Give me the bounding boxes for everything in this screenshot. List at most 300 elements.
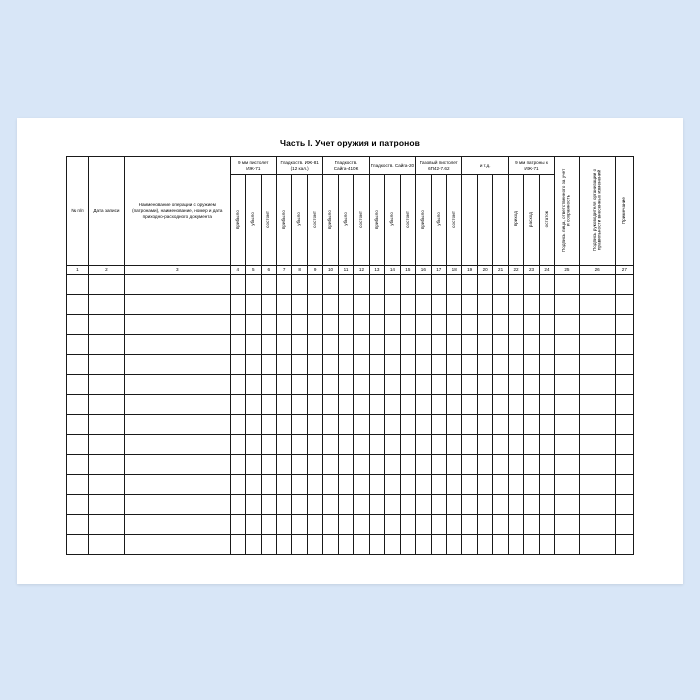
table-cell[interactable] bbox=[615, 535, 633, 555]
table-cell[interactable] bbox=[307, 455, 322, 475]
table-cell[interactable] bbox=[555, 455, 579, 475]
table-cell[interactable] bbox=[246, 315, 261, 335]
table-cell[interactable] bbox=[276, 275, 291, 295]
table-cell[interactable] bbox=[400, 535, 416, 555]
table-cell[interactable] bbox=[615, 475, 633, 495]
table-cell[interactable] bbox=[539, 275, 554, 295]
table-cell[interactable] bbox=[369, 535, 384, 555]
table-cell[interactable] bbox=[230, 475, 245, 495]
table-cell[interactable] bbox=[354, 395, 369, 415]
table-cell[interactable] bbox=[524, 415, 539, 435]
table-cell[interactable] bbox=[493, 515, 508, 535]
table-cell[interactable] bbox=[400, 415, 416, 435]
table-cell[interactable] bbox=[307, 295, 322, 315]
table-cell[interactable] bbox=[477, 515, 492, 535]
table-cell[interactable] bbox=[88, 515, 124, 535]
table-cell[interactable] bbox=[477, 475, 492, 495]
table-cell[interactable] bbox=[493, 455, 508, 475]
table-cell[interactable] bbox=[88, 495, 124, 515]
table-cell[interactable] bbox=[323, 295, 338, 315]
table-cell[interactable] bbox=[261, 375, 276, 395]
table-cell[interactable] bbox=[292, 375, 307, 395]
table-cell[interactable] bbox=[524, 435, 539, 455]
table-cell[interactable] bbox=[354, 375, 369, 395]
table-cell[interactable] bbox=[246, 495, 261, 515]
table-cell[interactable] bbox=[431, 275, 446, 295]
table-cell[interactable] bbox=[338, 495, 353, 515]
table-cell[interactable] bbox=[292, 315, 307, 335]
table-row[interactable] bbox=[67, 455, 634, 475]
table-cell[interactable] bbox=[462, 395, 477, 415]
table-cell[interactable] bbox=[447, 395, 462, 415]
table-row[interactable] bbox=[67, 435, 634, 455]
table-cell[interactable] bbox=[579, 335, 615, 355]
table-cell[interactable] bbox=[276, 295, 291, 315]
table-cell[interactable] bbox=[416, 475, 431, 495]
table-cell[interactable] bbox=[369, 515, 384, 535]
table-cell[interactable] bbox=[246, 275, 261, 295]
table-cell[interactable] bbox=[261, 515, 276, 535]
table-cell[interactable] bbox=[400, 475, 416, 495]
table-cell[interactable] bbox=[400, 375, 416, 395]
table-cell[interactable] bbox=[615, 335, 633, 355]
table-cell[interactable] bbox=[508, 535, 523, 555]
table-cell[interactable] bbox=[462, 455, 477, 475]
table-cell[interactable] bbox=[431, 435, 446, 455]
table-cell[interactable] bbox=[230, 355, 245, 375]
table-cell[interactable] bbox=[124, 335, 230, 355]
table-cell[interactable] bbox=[323, 435, 338, 455]
table-cell[interactable] bbox=[447, 275, 462, 295]
table-cell[interactable] bbox=[508, 335, 523, 355]
table-cell[interactable] bbox=[246, 515, 261, 535]
table-cell[interactable] bbox=[493, 495, 508, 515]
table-row[interactable] bbox=[67, 295, 634, 315]
table-cell[interactable] bbox=[276, 435, 291, 455]
table-cell[interactable] bbox=[555, 435, 579, 455]
table-cell[interactable] bbox=[508, 495, 523, 515]
table-cell[interactable] bbox=[67, 355, 89, 375]
table-cell[interactable] bbox=[385, 335, 400, 355]
table-cell[interactable] bbox=[400, 295, 416, 315]
table-cell[interactable] bbox=[579, 435, 615, 455]
table-cell[interactable] bbox=[385, 435, 400, 455]
table-cell[interactable] bbox=[447, 375, 462, 395]
table-cell[interactable] bbox=[431, 515, 446, 535]
table-cell[interactable] bbox=[477, 455, 492, 475]
table-cell[interactable] bbox=[477, 375, 492, 395]
table-cell[interactable] bbox=[276, 455, 291, 475]
table-cell[interactable] bbox=[493, 395, 508, 415]
table-cell[interactable] bbox=[579, 415, 615, 435]
table-cell[interactable] bbox=[524, 535, 539, 555]
table-cell[interactable] bbox=[579, 375, 615, 395]
table-cell[interactable] bbox=[276, 475, 291, 495]
table-cell[interactable] bbox=[431, 455, 446, 475]
table-cell[interactable] bbox=[579, 455, 615, 475]
table-cell[interactable] bbox=[369, 355, 384, 375]
table-cell[interactable] bbox=[338, 295, 353, 315]
table-cell[interactable] bbox=[400, 315, 416, 335]
table-cell[interactable] bbox=[246, 295, 261, 315]
table-cell[interactable] bbox=[230, 375, 245, 395]
table-cell[interactable] bbox=[369, 335, 384, 355]
table-cell[interactable] bbox=[124, 315, 230, 335]
table-cell[interactable] bbox=[354, 335, 369, 355]
table-cell[interactable] bbox=[508, 315, 523, 335]
table-cell[interactable] bbox=[323, 315, 338, 335]
table-cell[interactable] bbox=[261, 455, 276, 475]
table-cell[interactable] bbox=[323, 515, 338, 535]
table-cell[interactable] bbox=[477, 315, 492, 335]
table-cell[interactable] bbox=[508, 355, 523, 375]
table-cell[interactable] bbox=[369, 435, 384, 455]
table-cell[interactable] bbox=[230, 415, 245, 435]
table-cell[interactable] bbox=[67, 275, 89, 295]
table-cell[interactable] bbox=[539, 335, 554, 355]
table-cell[interactable] bbox=[369, 455, 384, 475]
table-cell[interactable] bbox=[338, 395, 353, 415]
table-cell[interactable] bbox=[400, 335, 416, 355]
table-cell[interactable] bbox=[354, 295, 369, 315]
table-cell[interactable] bbox=[431, 475, 446, 495]
table-cell[interactable] bbox=[385, 355, 400, 375]
table-cell[interactable] bbox=[67, 495, 89, 515]
table-cell[interactable] bbox=[276, 335, 291, 355]
table-cell[interactable] bbox=[307, 495, 322, 515]
table-cell[interactable] bbox=[88, 275, 124, 295]
table-cell[interactable] bbox=[385, 315, 400, 335]
table-cell[interactable] bbox=[400, 275, 416, 295]
table-cell[interactable] bbox=[579, 275, 615, 295]
table-cell[interactable] bbox=[246, 535, 261, 555]
table-cell[interactable] bbox=[615, 295, 633, 315]
table-cell[interactable] bbox=[292, 535, 307, 555]
table-cell[interactable] bbox=[477, 415, 492, 435]
table-cell[interactable] bbox=[385, 495, 400, 515]
table-cell[interactable] bbox=[447, 435, 462, 455]
table-cell[interactable] bbox=[261, 435, 276, 455]
table-cell[interactable] bbox=[508, 515, 523, 535]
table-cell[interactable] bbox=[385, 295, 400, 315]
table-cell[interactable] bbox=[67, 375, 89, 395]
table-cell[interactable] bbox=[493, 335, 508, 355]
table-cell[interactable] bbox=[307, 395, 322, 415]
table-cell[interactable] bbox=[354, 515, 369, 535]
table-cell[interactable] bbox=[354, 315, 369, 335]
table-cell[interactable] bbox=[67, 315, 89, 335]
table-cell[interactable] bbox=[261, 415, 276, 435]
table-cell[interactable] bbox=[615, 275, 633, 295]
table-cell[interactable] bbox=[539, 515, 554, 535]
table-cell[interactable] bbox=[416, 495, 431, 515]
table-cell[interactable] bbox=[307, 355, 322, 375]
table-cell[interactable] bbox=[276, 375, 291, 395]
table-cell[interactable] bbox=[276, 355, 291, 375]
table-cell[interactable] bbox=[539, 295, 554, 315]
table-cell[interactable] bbox=[354, 415, 369, 435]
table-cell[interactable] bbox=[385, 395, 400, 415]
table-cell[interactable] bbox=[539, 455, 554, 475]
table-cell[interactable] bbox=[539, 395, 554, 415]
table-cell[interactable] bbox=[385, 535, 400, 555]
table-row[interactable] bbox=[67, 375, 634, 395]
table-cell[interactable] bbox=[524, 475, 539, 495]
table-cell[interactable] bbox=[124, 455, 230, 475]
table-cell[interactable] bbox=[462, 475, 477, 495]
table-cell[interactable] bbox=[276, 535, 291, 555]
table-cell[interactable] bbox=[447, 515, 462, 535]
table-cell[interactable] bbox=[615, 375, 633, 395]
table-cell[interactable] bbox=[246, 475, 261, 495]
table-cell[interactable] bbox=[539, 355, 554, 375]
table-cell[interactable] bbox=[276, 315, 291, 335]
table-cell[interactable] bbox=[615, 355, 633, 375]
table-cell[interactable] bbox=[292, 515, 307, 535]
table-cell[interactable] bbox=[261, 275, 276, 295]
table-cell[interactable] bbox=[338, 355, 353, 375]
table-cell[interactable] bbox=[447, 295, 462, 315]
table-cell[interactable] bbox=[385, 275, 400, 295]
table-cell[interactable] bbox=[416, 275, 431, 295]
table-cell[interactable] bbox=[88, 295, 124, 315]
table-cell[interactable] bbox=[431, 415, 446, 435]
table-cell[interactable] bbox=[338, 435, 353, 455]
table-cell[interactable] bbox=[307, 315, 322, 335]
table-cell[interactable] bbox=[416, 435, 431, 455]
table-cell[interactable] bbox=[261, 495, 276, 515]
table-cell[interactable] bbox=[67, 415, 89, 435]
table-row[interactable] bbox=[67, 275, 634, 295]
table-cell[interactable] bbox=[400, 515, 416, 535]
table-cell[interactable] bbox=[447, 315, 462, 335]
table-cell[interactable] bbox=[67, 395, 89, 415]
table-cell[interactable] bbox=[88, 535, 124, 555]
table-cell[interactable] bbox=[292, 435, 307, 455]
table-cell[interactable] bbox=[338, 375, 353, 395]
table-cell[interactable] bbox=[385, 375, 400, 395]
table-cell[interactable] bbox=[323, 455, 338, 475]
table-cell[interactable] bbox=[579, 495, 615, 515]
table-cell[interactable] bbox=[354, 355, 369, 375]
table-cell[interactable] bbox=[447, 415, 462, 435]
table-cell[interactable] bbox=[524, 375, 539, 395]
table-cell[interactable] bbox=[508, 275, 523, 295]
table-cell[interactable] bbox=[276, 415, 291, 435]
table-cell[interactable] bbox=[323, 495, 338, 515]
table-row[interactable] bbox=[67, 395, 634, 415]
table-cell[interactable] bbox=[230, 535, 245, 555]
table-cell[interactable] bbox=[67, 455, 89, 475]
table-cell[interactable] bbox=[524, 335, 539, 355]
table-cell[interactable] bbox=[555, 335, 579, 355]
table-cell[interactable] bbox=[615, 435, 633, 455]
table-cell[interactable] bbox=[447, 535, 462, 555]
table-cell[interactable] bbox=[555, 355, 579, 375]
table-cell[interactable] bbox=[416, 535, 431, 555]
table-cell[interactable] bbox=[555, 275, 579, 295]
table-cell[interactable] bbox=[508, 395, 523, 415]
table-cell[interactable] bbox=[477, 335, 492, 355]
table-cell[interactable] bbox=[493, 535, 508, 555]
table-cell[interactable] bbox=[261, 355, 276, 375]
table-cell[interactable] bbox=[323, 335, 338, 355]
table-cell[interactable] bbox=[338, 315, 353, 335]
table-cell[interactable] bbox=[307, 275, 322, 295]
table-row[interactable] bbox=[67, 535, 634, 555]
table-cell[interactable] bbox=[416, 455, 431, 475]
table-cell[interactable] bbox=[462, 375, 477, 395]
table-cell[interactable] bbox=[307, 415, 322, 435]
table-row[interactable] bbox=[67, 355, 634, 375]
table-cell[interactable] bbox=[67, 535, 89, 555]
table-row[interactable] bbox=[67, 335, 634, 355]
table-cell[interactable] bbox=[323, 475, 338, 495]
table-cell[interactable] bbox=[323, 375, 338, 395]
table-cell[interactable] bbox=[246, 435, 261, 455]
table-cell[interactable] bbox=[462, 315, 477, 335]
table-cell[interactable] bbox=[323, 275, 338, 295]
table-cell[interactable] bbox=[431, 375, 446, 395]
table-cell[interactable] bbox=[493, 295, 508, 315]
table-cell[interactable] bbox=[447, 455, 462, 475]
table-cell[interactable] bbox=[230, 515, 245, 535]
table-cell[interactable] bbox=[400, 455, 416, 475]
table-cell[interactable] bbox=[338, 475, 353, 495]
table-cell[interactable] bbox=[246, 455, 261, 475]
table-cell[interactable] bbox=[555, 475, 579, 495]
table-cell[interactable] bbox=[338, 335, 353, 355]
table-cell[interactable] bbox=[579, 535, 615, 555]
table-cell[interactable] bbox=[323, 535, 338, 555]
table-cell[interactable] bbox=[555, 535, 579, 555]
table-cell[interactable] bbox=[524, 515, 539, 535]
table-cell[interactable] bbox=[230, 295, 245, 315]
table-cell[interactable] bbox=[246, 395, 261, 415]
table-cell[interactable] bbox=[354, 495, 369, 515]
table-cell[interactable] bbox=[124, 535, 230, 555]
table-cell[interactable] bbox=[555, 415, 579, 435]
table-cell[interactable] bbox=[261, 295, 276, 315]
table-cell[interactable] bbox=[579, 475, 615, 495]
table-cell[interactable] bbox=[524, 315, 539, 335]
table-cell[interactable] bbox=[508, 435, 523, 455]
table-cell[interactable] bbox=[416, 375, 431, 395]
table-cell[interactable] bbox=[493, 355, 508, 375]
table-cell[interactable] bbox=[493, 435, 508, 455]
table-cell[interactable] bbox=[431, 335, 446, 355]
table-cell[interactable] bbox=[431, 295, 446, 315]
table-cell[interactable] bbox=[477, 395, 492, 415]
table-cell[interactable] bbox=[508, 455, 523, 475]
table-cell[interactable] bbox=[307, 435, 322, 455]
table-cell[interactable] bbox=[124, 415, 230, 435]
table-cell[interactable] bbox=[524, 395, 539, 415]
table-row[interactable] bbox=[67, 415, 634, 435]
table-cell[interactable] bbox=[508, 475, 523, 495]
table-cell[interactable] bbox=[261, 315, 276, 335]
table-cell[interactable] bbox=[508, 295, 523, 315]
table-cell[interactable] bbox=[338, 455, 353, 475]
table-cell[interactable] bbox=[579, 355, 615, 375]
table-cell[interactable] bbox=[369, 375, 384, 395]
table-cell[interactable] bbox=[323, 395, 338, 415]
table-cell[interactable] bbox=[477, 295, 492, 315]
table-cell[interactable] bbox=[369, 395, 384, 415]
table-cell[interactable] bbox=[385, 455, 400, 475]
table-cell[interactable] bbox=[615, 395, 633, 415]
table-cell[interactable] bbox=[230, 435, 245, 455]
table-cell[interactable] bbox=[276, 395, 291, 415]
table-cell[interactable] bbox=[88, 315, 124, 335]
table-cell[interactable] bbox=[385, 415, 400, 435]
table-row[interactable] bbox=[67, 495, 634, 515]
table-cell[interactable] bbox=[416, 415, 431, 435]
table-cell[interactable] bbox=[354, 435, 369, 455]
table-cell[interactable] bbox=[524, 355, 539, 375]
table-cell[interactable] bbox=[579, 295, 615, 315]
table-cell[interactable] bbox=[88, 375, 124, 395]
table-cell[interactable] bbox=[230, 455, 245, 475]
table-cell[interactable] bbox=[307, 515, 322, 535]
table-cell[interactable] bbox=[338, 275, 353, 295]
table-cell[interactable] bbox=[369, 315, 384, 335]
table-cell[interactable] bbox=[230, 315, 245, 335]
table-cell[interactable] bbox=[369, 495, 384, 515]
table-cell[interactable] bbox=[292, 355, 307, 375]
table-cell[interactable] bbox=[354, 275, 369, 295]
table-cell[interactable] bbox=[477, 535, 492, 555]
table-cell[interactable] bbox=[462, 295, 477, 315]
table-cell[interactable] bbox=[124, 275, 230, 295]
table-cell[interactable] bbox=[124, 375, 230, 395]
table-cell[interactable] bbox=[88, 335, 124, 355]
table-cell[interactable] bbox=[88, 475, 124, 495]
table-cell[interactable] bbox=[307, 535, 322, 555]
table-cell[interactable] bbox=[124, 435, 230, 455]
table-cell[interactable] bbox=[261, 535, 276, 555]
table-cell[interactable] bbox=[88, 455, 124, 475]
table-cell[interactable] bbox=[462, 415, 477, 435]
table-cell[interactable] bbox=[276, 515, 291, 535]
table-cell[interactable] bbox=[354, 455, 369, 475]
table-cell[interactable] bbox=[261, 335, 276, 355]
table-cell[interactable] bbox=[524, 495, 539, 515]
table-cell[interactable] bbox=[67, 515, 89, 535]
table-cell[interactable] bbox=[477, 495, 492, 515]
table-cell[interactable] bbox=[400, 395, 416, 415]
table-cell[interactable] bbox=[385, 515, 400, 535]
table-cell[interactable] bbox=[416, 355, 431, 375]
table-cell[interactable] bbox=[67, 335, 89, 355]
table-cell[interactable] bbox=[246, 355, 261, 375]
table-cell[interactable] bbox=[261, 475, 276, 495]
table-row[interactable] bbox=[67, 515, 634, 535]
table-cell[interactable] bbox=[462, 435, 477, 455]
table-cell[interactable] bbox=[400, 495, 416, 515]
table-cell[interactable] bbox=[462, 335, 477, 355]
table-cell[interactable] bbox=[88, 395, 124, 415]
table-cell[interactable] bbox=[246, 375, 261, 395]
table-cell[interactable] bbox=[369, 415, 384, 435]
table-cell[interactable] bbox=[307, 475, 322, 495]
table-cell[interactable] bbox=[539, 495, 554, 515]
table-cell[interactable] bbox=[124, 395, 230, 415]
table-cell[interactable] bbox=[354, 475, 369, 495]
table-cell[interactable] bbox=[67, 475, 89, 495]
table-cell[interactable] bbox=[539, 315, 554, 335]
table-cell[interactable] bbox=[447, 475, 462, 495]
